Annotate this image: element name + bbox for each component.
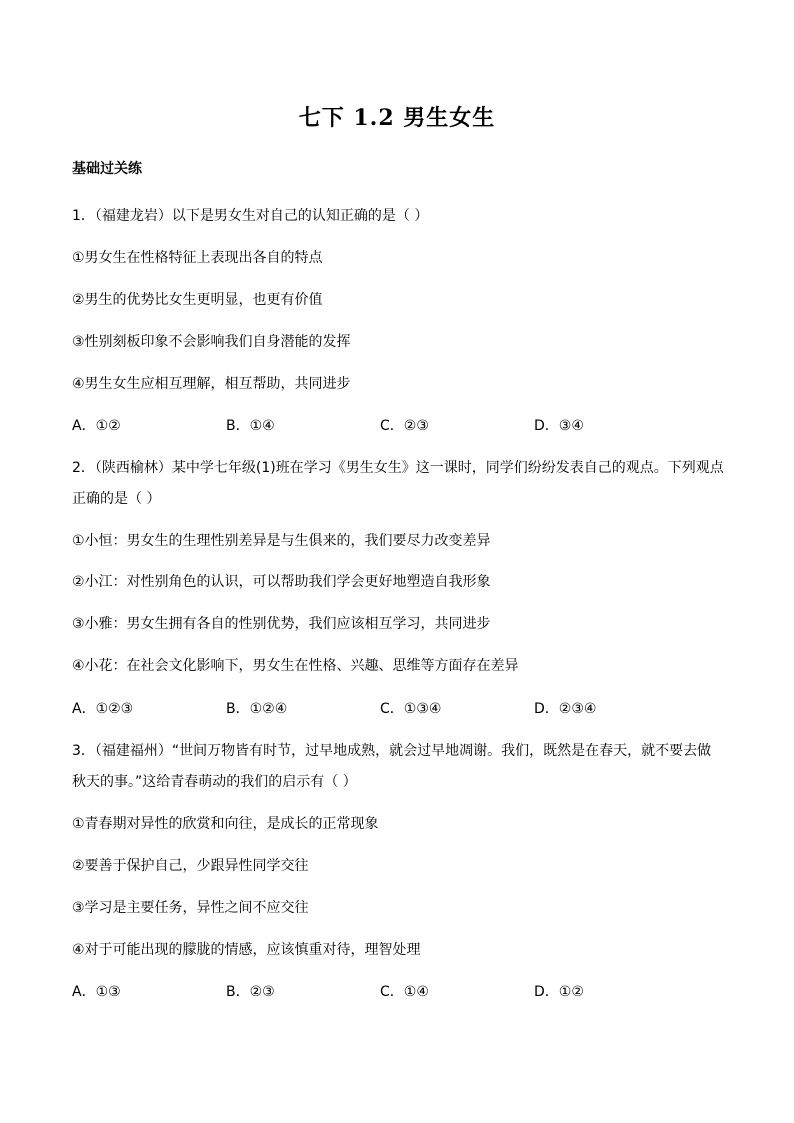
question-3-item: ②要善于保护自己，少跟异性同学交往 [72,858,309,874]
page-title: 七下 1.2 男生女生 [298,105,496,131]
question-3-option-d: D．①② [534,984,584,1000]
question-2-option-a: A．①②③ [72,701,134,717]
question-3-item: ①青春期对异性的欣赏和向往，是成长的正常现象 [72,816,379,832]
question-2-item: ①小恒：男女生的生理性别差异是与生俱来的，我们要尽力改变差异 [72,533,491,549]
question-1-option-c: C．②③ [380,418,429,434]
question-1-item: ③性别刻板印象不会影响我们自身潜能的发挥 [72,334,351,350]
question-2-item: ④小花：在社会文化影响下，男女生在性格、兴趣、思维等方面存在差异 [72,658,519,674]
question-2-option-d: D．②③④ [534,701,597,717]
question-1-item: ②男生的优势比女生更明显，也更有价值 [72,292,323,308]
question-3-stem: 秋天的事。”这给青春萌动的我们的启示有（ ） [72,774,357,790]
question-2-option-c: C．①③④ [380,701,442,717]
question-2-stem: 2．（陕西榆林）某中学七年级(1)班在学习《男生女生》这一课时，同学们纷纷发表自己的观点。下列观点 [72,460,724,476]
question-3-stem: 3．（福建福州）“世间万物皆有时节，过早地成熟，就会过早地凋谢。我们，既然是在春天，就不要去做 [72,743,712,759]
question-2-item: ②小江：对性别角色的认识，可以帮助我们学会更好地塑造自我形象 [72,574,491,590]
question-2-item: ③小雅：男女生拥有各自的性别优势，我们应该相互学习，共同进步 [72,616,491,632]
question-1-item: ①男女生在性格特征上表现出各自的特点 [72,250,323,266]
question-2-stem: 正确的是（ ） [72,491,161,507]
question-1-stem: 1．（福建龙岩）以下是男女生对自己的认知正确的是（ ） [72,208,429,224]
question-3-item: ③学习是主要任务，异性之间不应交往 [72,900,309,916]
section-heading: 基础过关练 [72,161,142,177]
question-1-option-a: A．①② [72,418,121,434]
question-1-option-d: D．③④ [534,418,584,434]
question-1-option-b: B．①④ [226,418,275,434]
question-2-option-b: B．①②④ [226,701,288,717]
question-3-item: ④对于可能出现的朦胧的情感，应该慎重对待，理智处理 [72,942,421,958]
question-3-option-b: B．②③ [226,984,275,1000]
question-3-option-a: A．①③ [72,984,121,1000]
question-1-item: ④男生女生应相互理解，相互帮助，共同进步 [72,376,351,392]
question-3-option-c: C．①④ [380,984,429,1000]
